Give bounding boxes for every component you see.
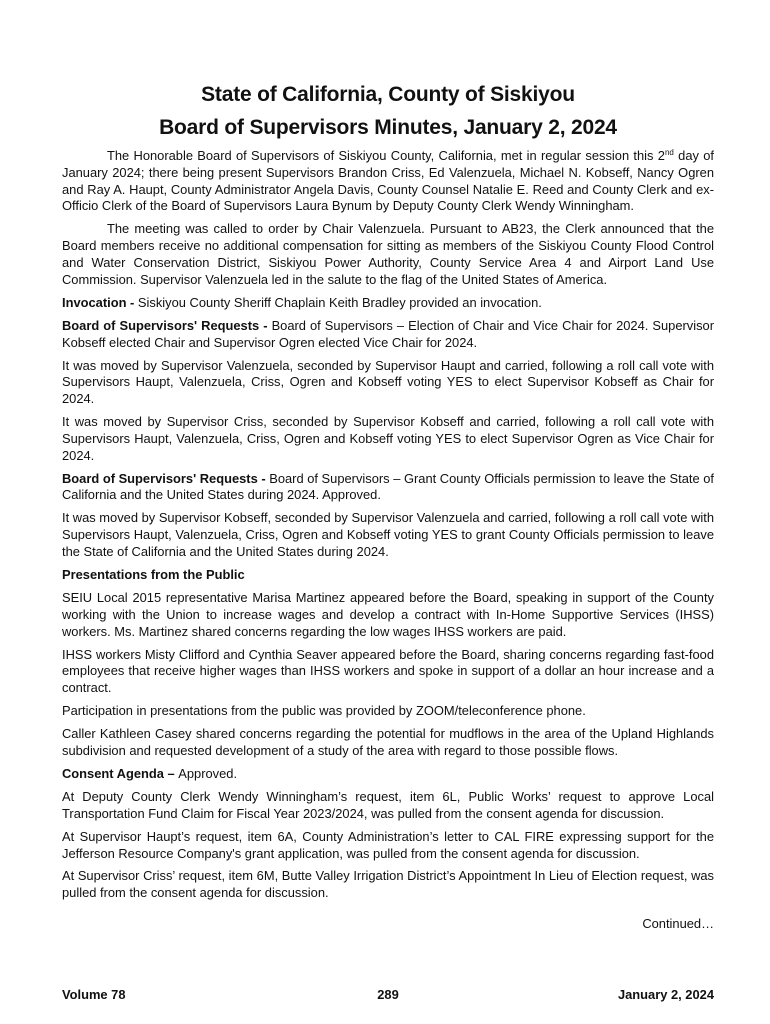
intro-text-b: day of January 2024; there being present Supervisors Brandon Criss, Ed Valenzuela, Michael N. Kobseff, Nancy Ogren and Ray A. Haupt, County Administrator Angela Davis, County Counsel Natalie E. Reed and County Clerk and ex-Officio Clerk of the Board of Supervisors Laura Bynum by Deputy County Clerk Wendy Winningham.	[62, 148, 714, 214]
request2-paragraph	[62, 471, 714, 505]
motion1-paragraph: It was moved by Supervisor Valenzuela, seconded by Supervisor Haupt and carried, following a roll call vote with Supervisors Haupt, Valenzuela, Criss, Ogren and Kobseff voting YES to elect Supervisor Kobseff as Chair for 2024.	[62, 357, 714, 407]
presentations-heading-text: Presentations from the Public	[62, 567, 245, 583]
presentations-heading	[62, 567, 714, 584]
request2-text: Board of Supervisors – Grant County Officials permission to leave the State of California and the United States during 2024. Approved.	[62, 470, 714, 503]
document-title-line2: Board of Supervisors Minutes, January 2, 2024	[159, 116, 617, 139]
footer-date: January 2, 2024	[617, 987, 714, 1002]
consent-text: Approved.	[178, 765, 238, 781]
caller-paragraph: Caller Kathleen Casey shared concerns regarding the potential for mudflows in the area of the Upland Highlands subdivision and requested development of a study of the area with regard to those possible flows.	[62, 726, 714, 758]
seiu-paragraph: SEIU Local 2015 representative Marisa Martinez appeared before the Board, speaking in support of the County working with the Union to increase wages and develop a contract with In-Home Supportive Services (IHSS) workers. Ms. Martinez shared concerns regarding the low wages IHSS workers are paid.	[62, 590, 714, 639]
request2-heading: Board of Supervisors' Requests -	[62, 470, 270, 486]
page-footer	[62, 987, 714, 1002]
minutes-page	[62, 78, 714, 933]
intro-paragraph	[62, 148, 714, 215]
intro-text-a: The Honorable Board of Supervisors of Siskiyou County, California, met in regular session this 2	[107, 148, 665, 163]
item-6l-paragraph: At Deputy County Clerk Wendy Winningham’s request, item 6L, Public Works’ request to approve Local Transportation Fund Claim for Fiscal Year 2023/2024, was pulled from the consent agenda for discussion.	[62, 788, 714, 821]
ihss-paragraph: IHSS workers Misty Clifford and Cynthia Seaver appeared before the Board, sharing concerns regarding fast-food employees that receive higher wages than IHSS workers and spoke in support of a dollar an hour increase and a contract.	[62, 646, 714, 696]
invocation-heading: Invocation -	[62, 294, 138, 310]
call-to-order-paragraph: The meeting was called to order by Chair Valenzuela. Pursuant to AB23, the Clerk announced that the Board members receive no additional compensation for sitting as members of the Siskiyou County Flood Control and Water Conservation District, Siskiyou Power Authority, County Service Area 4 and Airport Land Use Commission. Supervisor Valenzuela led in the salute to the flag of the United States of America.	[62, 221, 714, 287]
consent-paragraph	[62, 766, 714, 783]
minutes-body	[62, 148, 714, 933]
footer-page-number: 289	[377, 987, 399, 1002]
request1-text: Board of Supervisors – Election of Chair and Vice Chair for 2024. Supervisor Kobseff elected Chair and Supervisor Ogren elected Vice Chair for 2024.	[62, 317, 715, 350]
request1-paragraph	[62, 318, 714, 352]
continued-note: Continued…	[642, 916, 714, 932]
consent-heading: Consent Agenda –	[62, 765, 179, 781]
invocation-text: Siskiyou County Sheriff Chaplain Keith Bradley provided an invocation.	[137, 294, 542, 310]
participation-paragraph: Participation in presentations from the public was provided by ZOOM/teleconference phone.	[62, 703, 586, 719]
item-6a-paragraph: At Supervisor Haupt’s request, item 6A, County Administration’s letter to CAL FIRE expressing support for the Jefferson Resource Company's grant application, was pulled from the consent agenda for discussion.	[62, 828, 714, 861]
invocation-paragraph	[62, 295, 714, 312]
motion2-paragraph: It was moved by Supervisor Criss, seconded by Supervisor Kobseff and carried, following a roll call vote with Supervisors Haupt, Valenzuela, Criss, Ogren and Kobseff voting YES to elect Supervisor Ogren as Vice Chair for 2024.	[62, 414, 714, 463]
request1-heading: Board of Supervisors' Requests -	[62, 317, 272, 333]
item-6m-paragraph: At Supervisor Criss’ request, item 6M, Butte Valley Irrigation District’s Appointment In Lieu of Election request, was pulled from the consent agenda for discussion.	[62, 868, 714, 901]
intro-superscript: nd	[664, 148, 674, 157]
motion3-paragraph: It was moved by Supervisor Kobseff, seconded by Supervisor Valenzuela and carried, following a roll call vote with Supervisors Haupt, Valenzuela, Criss, Ogren and Kobseff voting YES to grant County Officials permission to leave the State of California and the United States during 2024.	[62, 510, 714, 560]
footer-volume: Volume 78	[62, 987, 126, 1002]
document-title-line1: State of California, County of Siskiyou	[201, 83, 575, 106]
